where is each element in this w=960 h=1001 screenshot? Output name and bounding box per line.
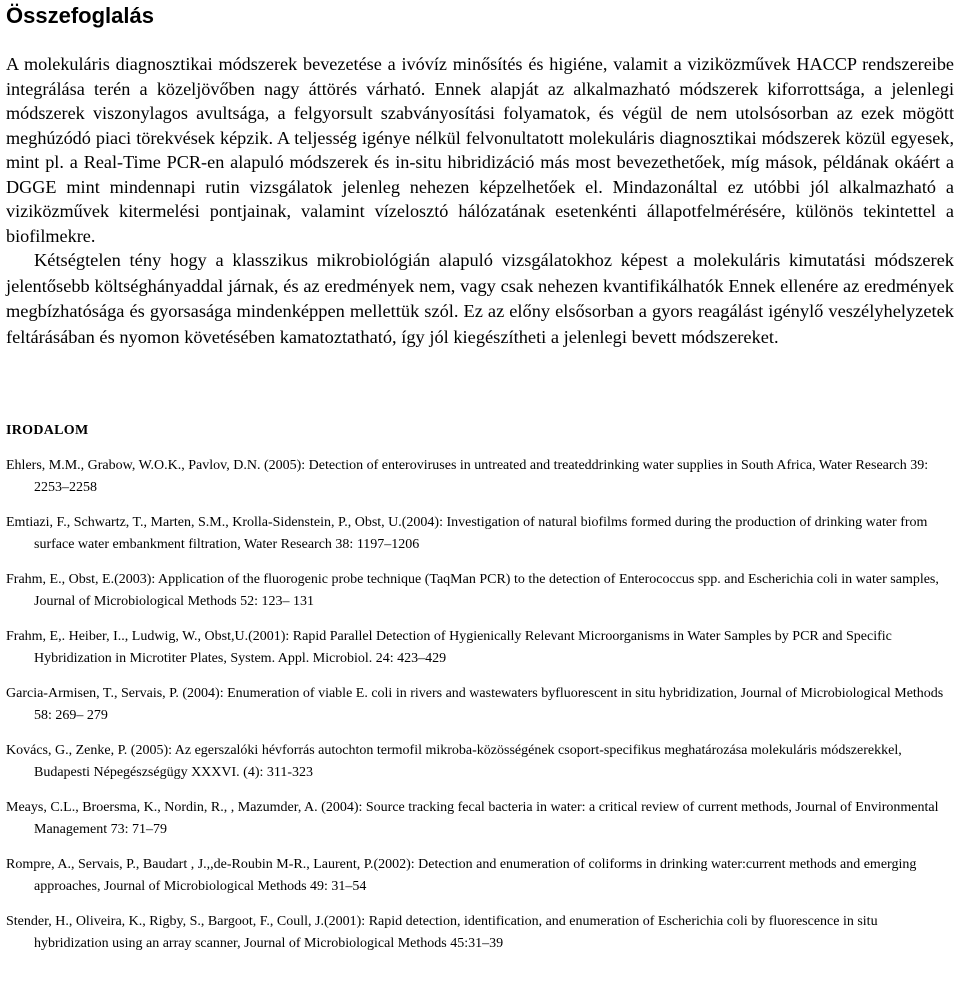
reference-item: Frahm, E,. Heiber, I.., Ludwig, W., Obst,U.(2001): Rapid Parallel Detection of Hygienically Relevant Microorganisms in Water Samples by PCR and Specific Hybridization in Microtiter Plates, System. Appl. Microbiol. 24: 423–429 [6, 629, 892, 666]
summary-section [6, 52, 954, 350]
document-page [6, 0, 954, 968]
reference-item: Stender, H., Oliveira, K., Rigby, S., Bargoot, F., Coull, J.(2001): Rapid detection, identification, and enumeration of Escherichia coli by fluorescence in situ hybridization using an array scanner, Journal of Microbiological Methods 45:31–39 [6, 914, 878, 951]
reference-list [6, 455, 954, 955]
references-heading: IRODALOM [6, 423, 89, 438]
reference-item: Kovács, G., Zenke, P. (2005): Az egerszalóki hévforrás autochton termofil mikroba-közösségének csoport-specifikus meghatározása molekuláris módszerekkel, Budapesti Népegészségügy XXXVI. (4): 311-323 [6, 743, 902, 780]
reference-item: Meays, C.L., Broersma, K., Nordin, R., , Mazumder, A. (2004): Source tracking fecal bacteria in water: a critical review of current methods, Journal of Environmental Management 73: 71–79 [6, 800, 939, 837]
reference-item: Emtiazi, F., Schwartz, T., Marten, S.M., Krolla-Sidenstein, P., Obst, U.(2004): Investigation of natural biofilms formed during the production of drinking water from surface water embankment filtration, Water Research 38: 1197–1206 [6, 515, 928, 552]
summary-paragraph-1: A molekuláris diagnosztikai módszerek bevezetése a ivóvíz minősítés és higiéne, valamit a viziközművek HACCP rendszereibe integrálása terén a közeljövőben nagy áttörés várható. Ennek alapját az alkalmazható módszerek kiforrottsága, a jelenlegi módszerek viszonylagos avultsága, a felgyorsult szabványosítási folyamatok, és végül de nem utolsósorban az ezek mögött meghúzódó piaci törekvések képzik. A teljesség igénye nélkül felvonultatott molekuláris diagnosztikai módszerek közül egyesek, mint pl. a Real-Time PCR-en alapuló módszerek és in-situ hibridizáció más most bevezethetőek, míg mások, példának okáért a DGGE mint mindennapi rutin vizsgálatok jelenleg nehezen képzelhetőek el. Mindazonáltal ez utóbbi jól alkalmazható a viziközművek kitermelési pontjainak, valamint vízelosztó hálózatának esetenkénti állapotfelmérésére, különös tekintettel a biofilmekre. [6, 54, 954, 246]
reference-item: Ehlers, M.M., Grabow, W.O.K., Pavlov, D.N. (2005): Detection of enteroviruses in untreated and treateddrinking water supplies in South Africa, Water Research 39: 2253–2258 [6, 458, 929, 495]
reference-item: Frahm, E., Obst, E.(2003): Application of the fluorogenic probe technique (TaqMan PCR) to the detection of Enterococcus spp. and Escherichia coli in water samples, Journal of Microbiological Methods 52: 123– 131 [6, 572, 939, 609]
reference-item: Garcia-Armisen, T., Servais, P. (2004): Enumeration of viable E. coli in rivers and wastewaters byfluorescent in situ hybridization, Journal of Microbiological Methods 58: 269– 279 [6, 686, 944, 723]
summary-paragraph-2: Kétségtelen tény hogy a klasszikus mikrobiológián alapuló vizsgálatokhoz képest a molekuláris kimutatási módszerek jelentősebb költséghányaddal járnak, és az eredmények nem, vagy csak nehezen kvantifikálhatók Ennek ellenére az eredmények megbízhatósága és gyorsasága mindenképpen mellettük szól. Ez az előny elsősorban a gyors reagálást igénylő veszélyhelyzetek feltárásában és nyomon követésében kamatoztatható, így jól kiegészítheti a jelenlegi bevett módszereket. [6, 250, 954, 347]
reference-item: Rompre, A., Servais, P., Baudart , J.,,de-Roubin M-R., Laurent, P.(2002): Detection and enumeration of coliforms in drinking water:current methods and emerging approaches, Journal of Microbiological Methods 49: 31–54 [6, 857, 917, 894]
page-title: Összefoglalás [6, 3, 154, 28]
